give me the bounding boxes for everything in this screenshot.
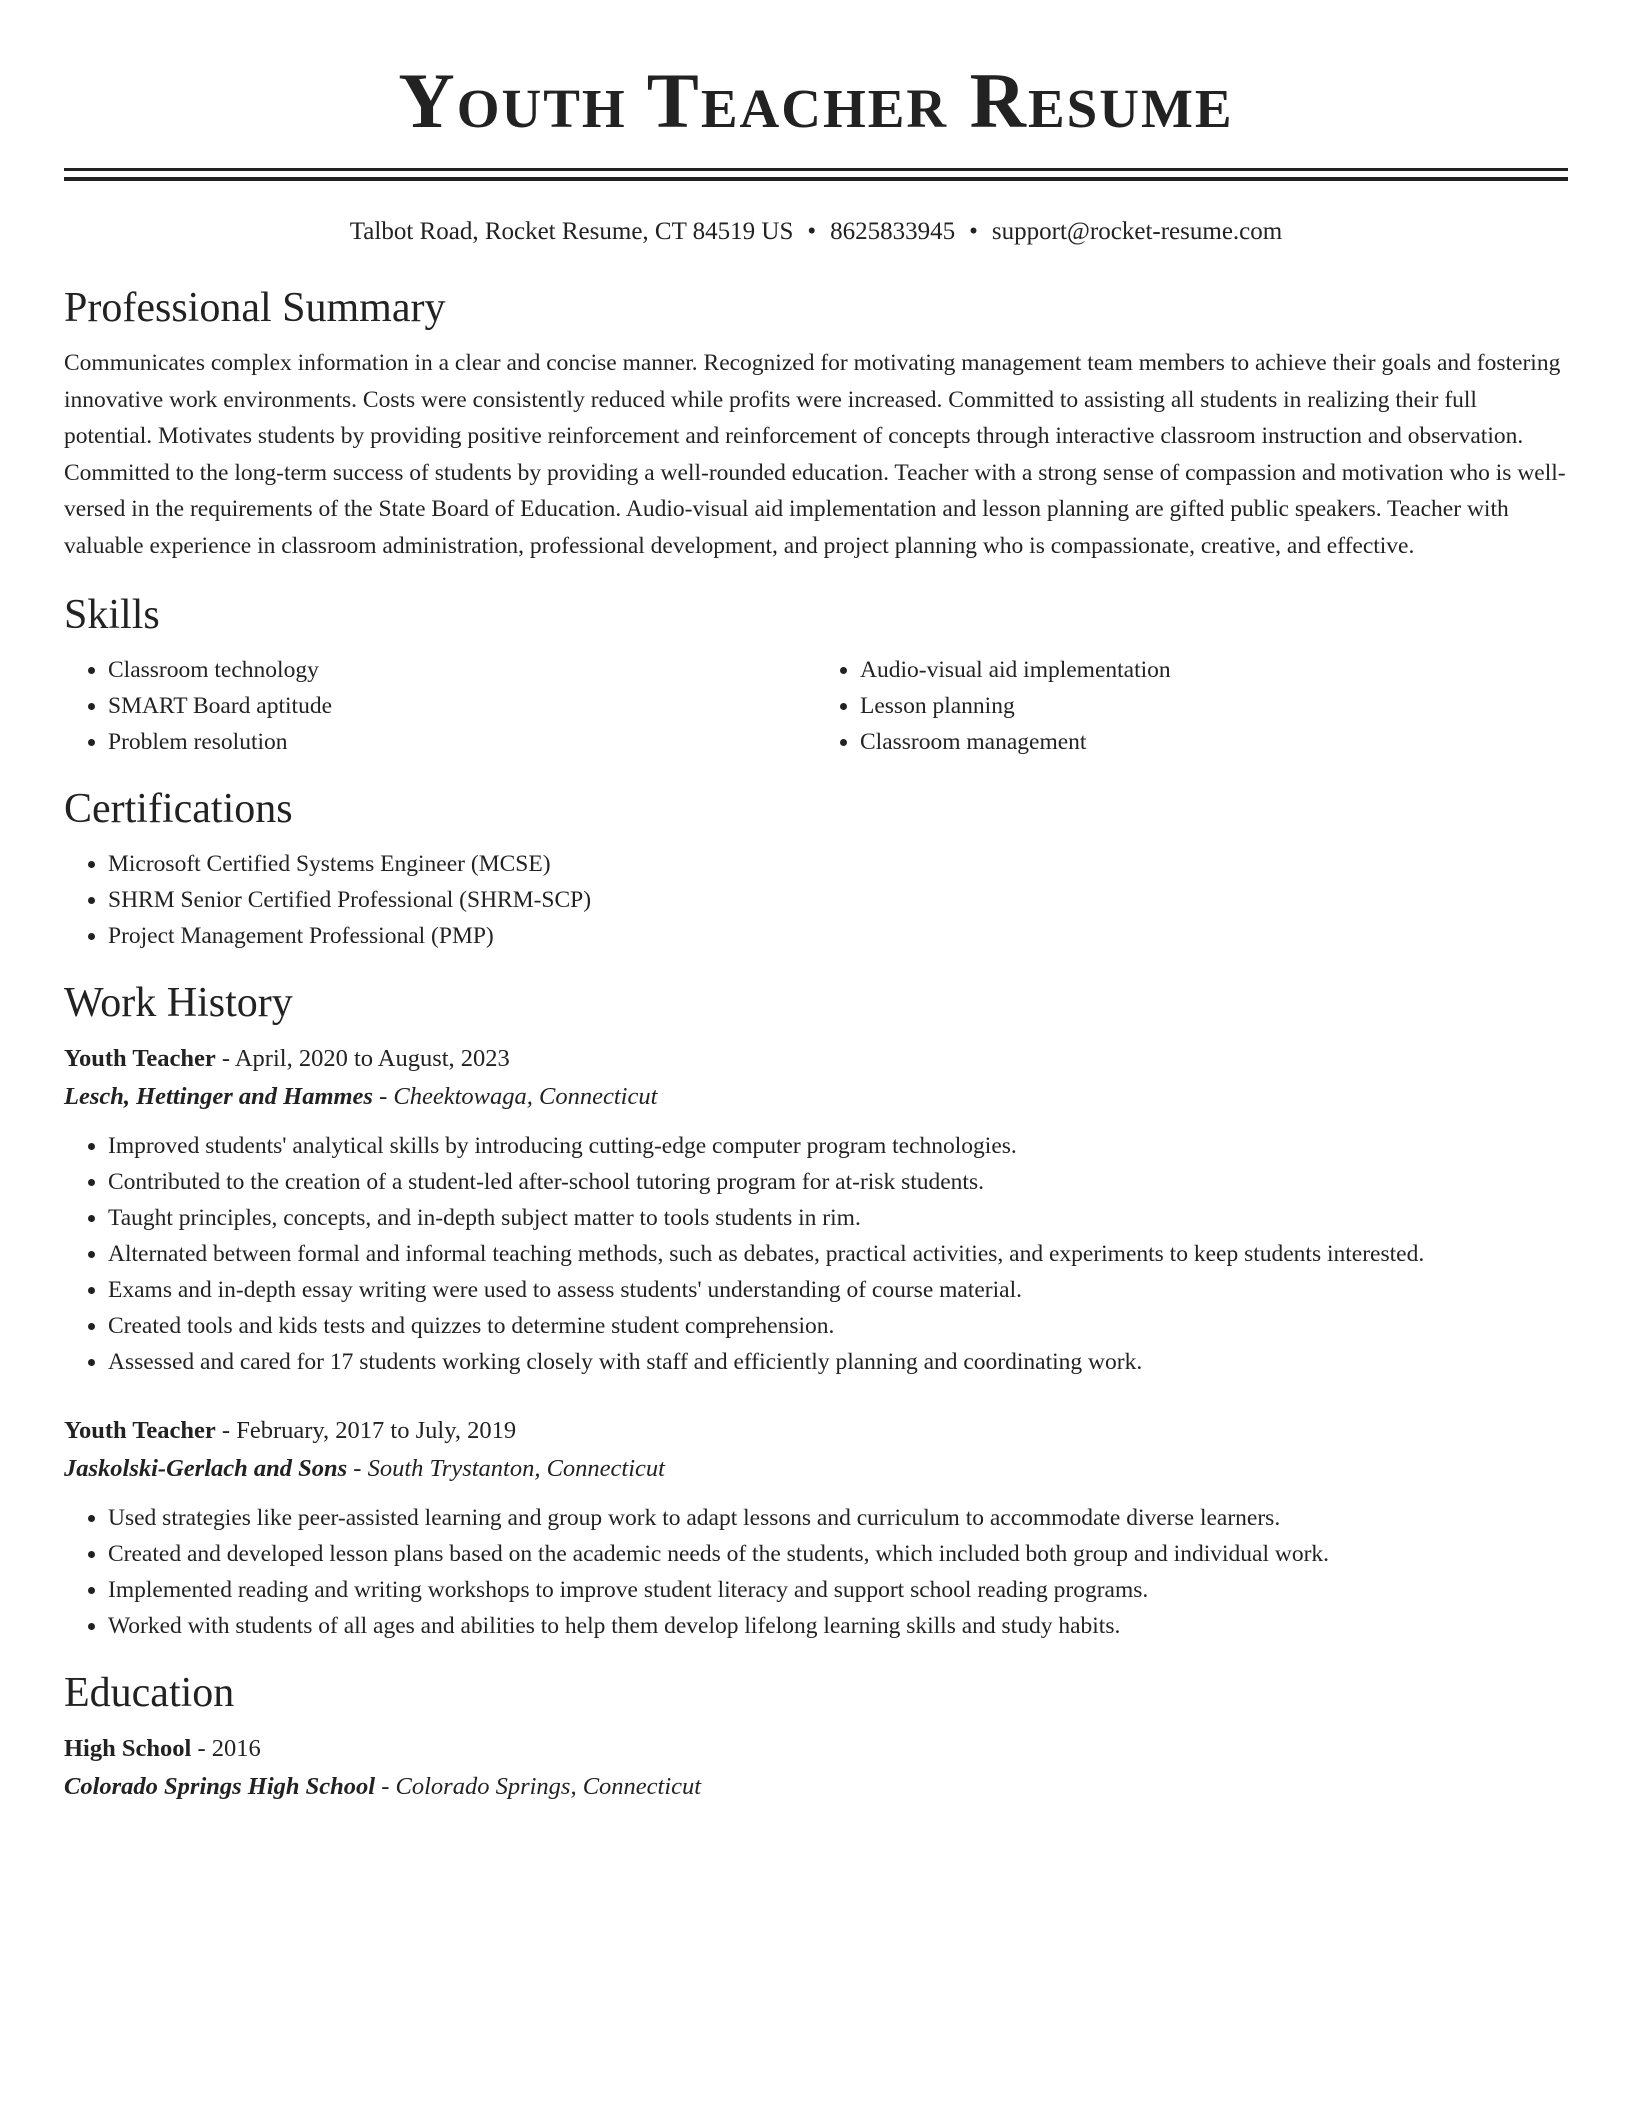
section-heading-education: Education bbox=[64, 1670, 235, 1716]
job-company: Lesch, Hettinger and Hammes bbox=[64, 1083, 373, 1110]
section-heading-certifications: Certifications bbox=[64, 786, 293, 832]
contact-separator: • bbox=[807, 218, 817, 245]
divider-line-bottom bbox=[64, 177, 1568, 181]
education-school-line bbox=[64, 1768, 1568, 1806]
job-title: Youth Teacher bbox=[64, 1417, 216, 1444]
contact-line bbox=[64, 217, 1568, 247]
resume-title: Youth Teacher Resume bbox=[398, 57, 1234, 144]
skill-item: • Classroom management bbox=[860, 724, 1568, 760]
certification-item: • Project Management Professional (PMP) bbox=[108, 918, 1568, 954]
certification-item: • SHRM Senior Certified Professional (SHRM-SCP) bbox=[108, 882, 1568, 918]
job-title-line bbox=[64, 1040, 1568, 1078]
education-school: Colorado Springs High School bbox=[64, 1773, 376, 1800]
job-company-line bbox=[64, 1078, 1568, 1116]
job-bullet: • Created and developed lesson plans based on the academic needs of the students, which included both group and individual work. bbox=[108, 1536, 1568, 1572]
job-dates: - April, 2020 to August, 2023 bbox=[215, 1045, 510, 1072]
job-bullet: • Improved students' analytical skills by introducing cutting-edge computer program technologies. bbox=[108, 1128, 1568, 1164]
section-heading-skills: Skills bbox=[64, 592, 160, 638]
job-bullet: • Implemented reading and writing workshops to improve student literacy and support school reading programs. bbox=[108, 1572, 1568, 1608]
education-location: - Colorado Springs, Connecticut bbox=[375, 1773, 702, 1800]
job-bullet: • Used strategies like peer-assisted learning and group work to adapt lessons and curriculum to accommodate diverse learners. bbox=[108, 1500, 1568, 1536]
education-year: - 2016 bbox=[191, 1735, 261, 1762]
job-title: Youth Teacher bbox=[64, 1045, 216, 1072]
skills-list-left bbox=[64, 652, 816, 760]
education-entry bbox=[64, 1730, 1568, 1806]
job-entry bbox=[64, 1040, 1568, 1380]
divider-line-top bbox=[64, 168, 1568, 171]
job-dates: - February, 2017 to July, 2019 bbox=[215, 1417, 517, 1444]
job-bullet: • Assessed and cared for 17 students working closely with staff and efficiently planning and coordinating work. bbox=[108, 1344, 1568, 1380]
job-bullet: • Alternated between formal and informal teaching methods, such as debates, practical activities, and experiments to keep students interested. bbox=[108, 1236, 1568, 1272]
job-bullet: • Worked with students of all ages and abilities to help them develop lifelong learning skills and study habits. bbox=[108, 1608, 1568, 1644]
contact-address: Talbot Road, Rocket Resume, CT 84519 US bbox=[349, 218, 794, 245]
job-location: - South Trystanton, Connecticut bbox=[347, 1455, 665, 1482]
job-entry bbox=[64, 1412, 1568, 1644]
job-bullet: • Taught principles, concepts, and in-depth subject matter to tools students in rim. bbox=[108, 1200, 1568, 1236]
job-bullet: • Contributed to the creation of a student-led after-school tutoring program for at-risk students. bbox=[108, 1164, 1568, 1200]
skill-item: • SMART Board aptitude bbox=[108, 688, 816, 724]
job-company-line bbox=[64, 1450, 1568, 1488]
job-bullet: • Exams and in-depth essay writing were used to assess students' understanding of course material. bbox=[108, 1272, 1568, 1308]
skill-item: • Lesson planning bbox=[860, 688, 1568, 724]
contact-separator: • bbox=[969, 218, 978, 245]
skill-item: • Classroom technology bbox=[108, 652, 816, 688]
summary-text: Communicates complex information in a clear and concise manner. Recognized for motivating management team members to achieve their goals and fostering innovative work environments. Costs were consistently reduced while profits were increased. Committed to assisting all students in realizing their full potential. Motivates students by providing positive reinforcement and reinforcement of concepts through interactive classroom instruction and observation. Committed to the long-term success of students by providing a well-rounded education. Teacher with a strong sense of compassion and motivation who is well-versed in the requirements of the State Board of Education. Audio-visual aid implementation and lesson planning are gifted public speakers. Teacher with valuable experience in classroom administration, professional development, and project planning who is compassionate, creative, and effective. bbox=[64, 350, 1566, 559]
header-divider bbox=[64, 168, 1568, 181]
contact-phone: 8625833945 bbox=[830, 218, 956, 245]
job-bullets bbox=[64, 1500, 1568, 1644]
section-heading-work-history: Work History bbox=[64, 980, 293, 1026]
certifications-list bbox=[64, 846, 1568, 954]
job-location: - Cheektowaga, Connecticut bbox=[372, 1083, 658, 1110]
job-bullets bbox=[64, 1128, 1568, 1380]
skills-columns bbox=[64, 652, 1568, 760]
skill-item: • Audio-visual aid implementation bbox=[860, 652, 1568, 688]
education-degree-line bbox=[64, 1730, 1568, 1768]
section-heading-summary: Professional Summary bbox=[64, 285, 446, 331]
certification-item: • Microsoft Certified Systems Engineer (MCSE) bbox=[108, 846, 1568, 882]
education-degree: High School bbox=[64, 1735, 192, 1762]
job-bullet: • Created tools and kids tests and quizzes to determine student comprehension. bbox=[108, 1308, 1568, 1344]
skill-item: • Problem resolution bbox=[108, 724, 816, 760]
contact-email: support@rocket-resume.com bbox=[991, 218, 1283, 245]
job-title-line bbox=[64, 1412, 1568, 1450]
job-company: Jaskolski-Gerlach and Sons bbox=[64, 1455, 348, 1482]
skills-list-right bbox=[816, 652, 1568, 760]
